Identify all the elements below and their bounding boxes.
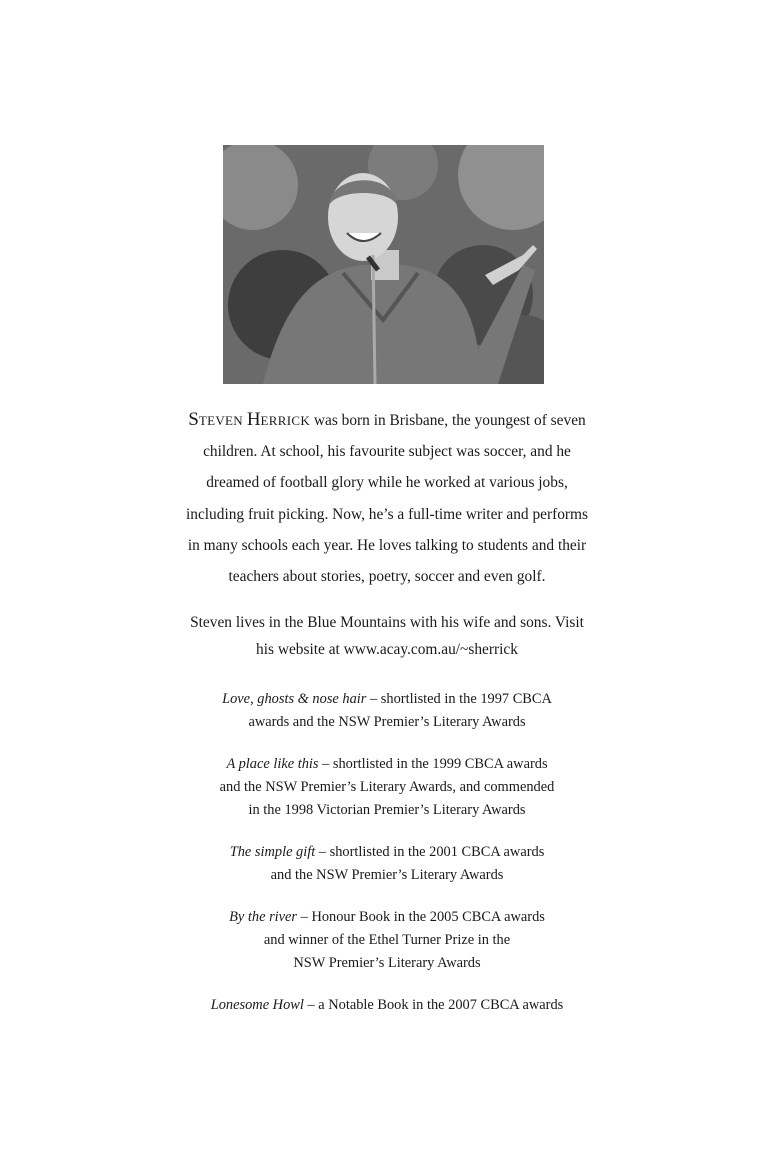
bio-text-1: was born in Brisbane, the youngest of seven <box>310 412 586 429</box>
bio-line-2: children. At school, his favourite subject was soccer, and he <box>203 443 571 461</box>
award-text: – Honour Book in the 2005 CBCA awards <box>297 909 545 925</box>
bio-line-3: dreamed of football glory while he worked at various jobs, <box>206 474 568 492</box>
awards-list <box>150 688 624 1036</box>
award-text: – shortlisted in the 2001 CBCA awards <box>315 844 545 860</box>
award-text: in the 1998 Victorian Premier’s Literary Awards <box>248 802 526 818</box>
author-photo <box>223 145 544 384</box>
bio-name-first-initial: S <box>188 409 199 430</box>
award-text: and the NSW Premier’s Literary Awards <box>270 867 504 883</box>
author-visit <box>150 609 624 663</box>
bio-line-4: including fruit picking. Now, he’s a full-time writer and performs <box>185 505 589 523</box>
award-item <box>150 906 624 975</box>
award-text: NSW Premier’s Literary Awards <box>293 955 481 971</box>
bio-name-first-rest: TEVEN <box>198 413 243 428</box>
author-portrait-icon <box>223 145 544 384</box>
bio-line-5: in many schools each year. He loves talking to students and their <box>187 536 587 554</box>
award-title: Love, ghosts & nose hair <box>222 691 367 707</box>
award-text: – shortlisted in the 1999 CBCA awards <box>318 756 548 772</box>
award-text: and the NSW Premier’s Literary Awards, and commended <box>219 779 555 795</box>
award-item <box>150 753 624 822</box>
award-title: The simple gift <box>229 844 316 860</box>
award-text: – a Notable Book in the 2007 CBCA awards <box>303 997 564 1013</box>
award-title: A place like this <box>226 756 319 772</box>
award-text: and winner of the Ethel Turner Prize in the <box>263 932 511 948</box>
author-bio <box>150 404 624 592</box>
bio-name-last-initial: H <box>246 409 261 430</box>
award-text: – shortlisted in the 1997 CBCA <box>366 691 552 707</box>
award-item <box>150 841 624 887</box>
bio-line-6: teachers about stories, poetry, soccer and even golf. <box>228 568 546 586</box>
award-item <box>150 994 624 1017</box>
visit-line-1: Steven lives in the Blue Mountains with his wife and sons. Visit <box>190 614 584 631</box>
bio-line-1 <box>150 404 624 436</box>
award-text: awards and the NSW Premier’s Literary Awards <box>248 714 526 730</box>
award-title: Lonesome Howl <box>210 997 304 1013</box>
award-item <box>150 688 624 734</box>
award-title: By the river <box>229 909 298 925</box>
visit-line-2: his website at www.acay.com.au/~sherrick <box>256 641 518 658</box>
bio-name-last-rest: ERRICK <box>260 413 311 428</box>
